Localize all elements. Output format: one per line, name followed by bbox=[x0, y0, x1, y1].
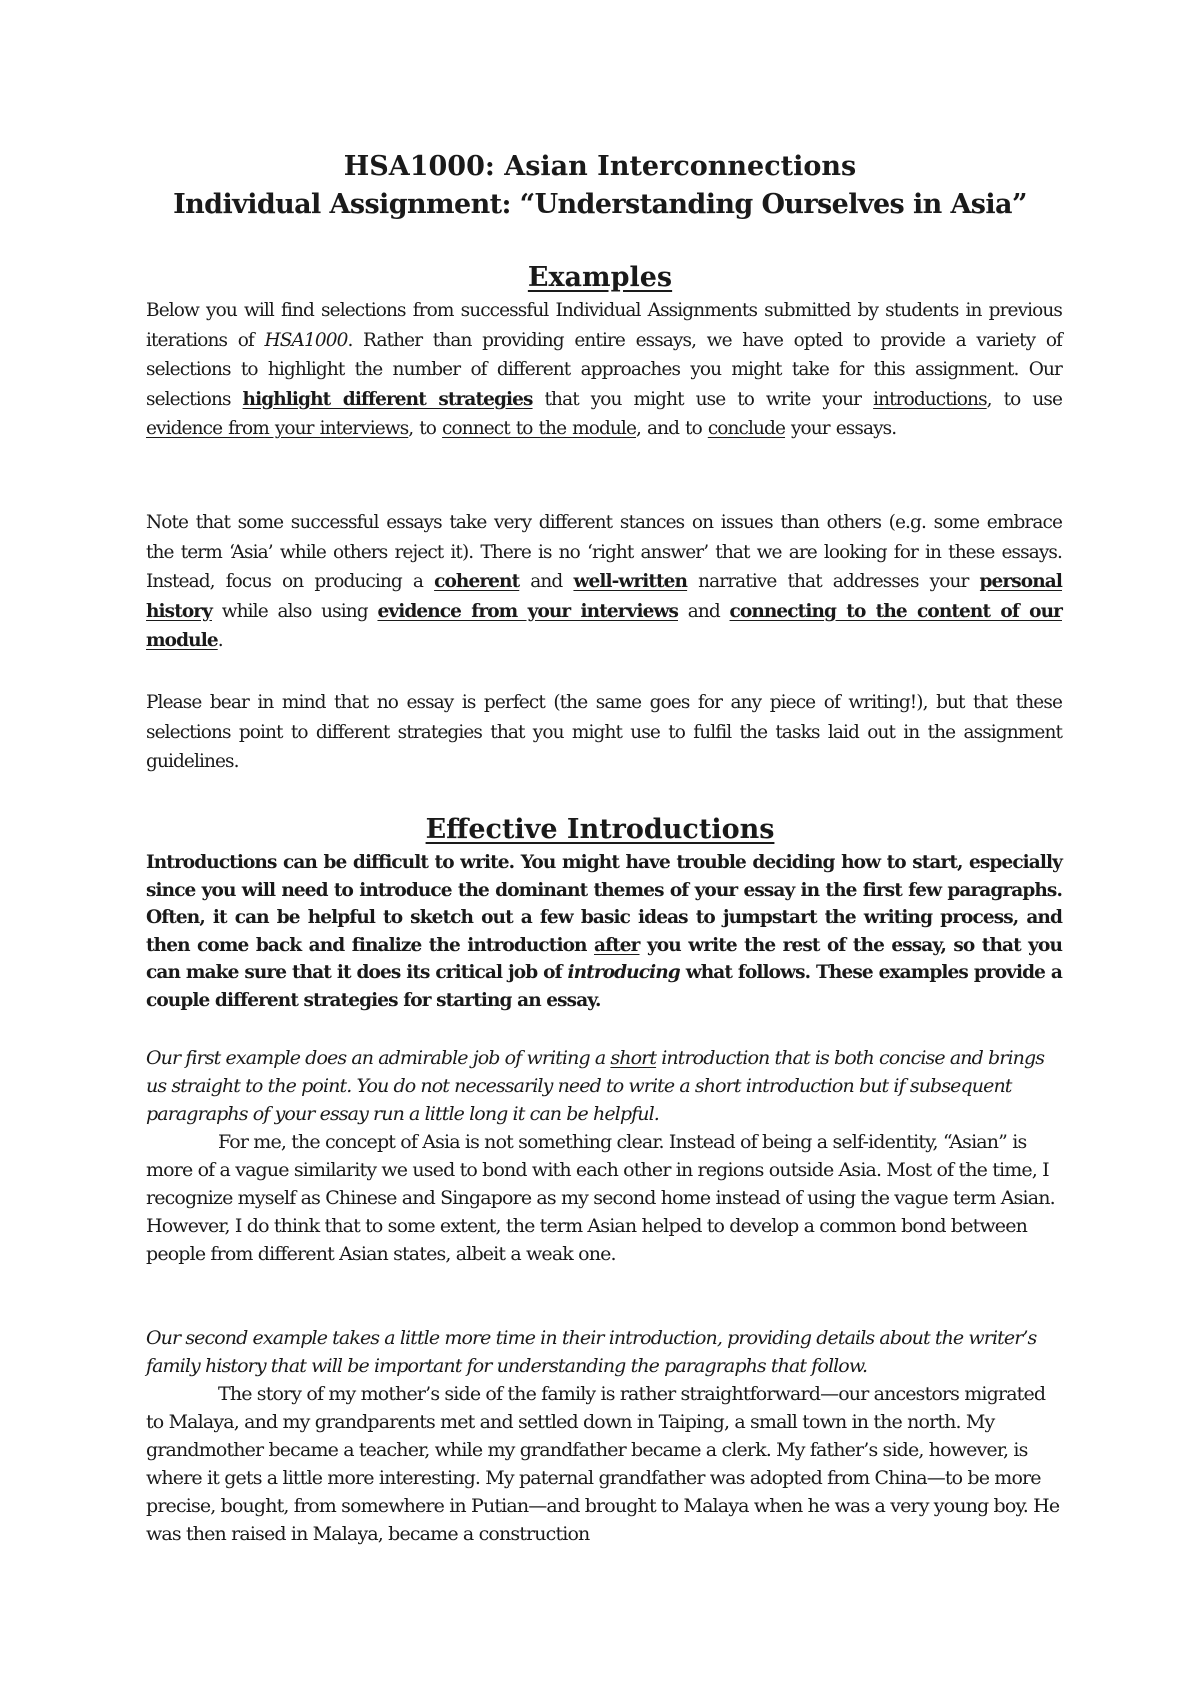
assignment-title: Individual Assignment: “Understanding Ourselves in Asia” bbox=[173, 189, 1027, 220]
emphasis-connect: connect to the module bbox=[442, 418, 637, 439]
emphasis-well-written: well-written bbox=[573, 571, 688, 592]
course-code: HSA1000 bbox=[264, 329, 348, 351]
examples-paragraph-1: Below you will find selections from successful Individual Assignments submitted by students in previous iterations of HSA1000. Rather than providing entire essays, we have opted to provide a variety of selections to highlight the number of different approaches you might take for this assignment. Our selections highlight different strategies that you might use to write your introductions, to use evidence from your interviews, to connect to the module, and to conclude your essays. bbox=[146, 300, 1063, 439]
examples-heading: Examples bbox=[527, 262, 673, 293]
emphasis-after: after bbox=[594, 934, 640, 956]
emphasis-short: short bbox=[610, 1047, 657, 1069]
emphasis-evidence-interviews: evidence from your interviews bbox=[377, 600, 678, 622]
examples-paragraph-3: Please bear in mind that no essay is perfect (the same goes for any piece of writing!), but that these selections point to different strategies that you might use to fulfil the tasks laid out in the assignment guidelines. bbox=[146, 692, 1062, 772]
emphasis-introductions: introductions bbox=[873, 388, 987, 410]
introductions-heading: Effective Introductions bbox=[425, 814, 775, 845]
example-2-lead: Our second example takes a little more time in their introduction, providing details about the writer’s family history that will be important for understanding the paragraphs that follow. bbox=[146, 1327, 1037, 1377]
examples-note bbox=[146, 508, 1062, 656]
document-title bbox=[0, 148, 1200, 224]
course-title: HSA1000: Asian Interconnections bbox=[343, 151, 857, 182]
emphasis-conclude: conclude bbox=[707, 418, 786, 439]
emphasis-connecting-content: connecting to the content of our module bbox=[146, 600, 1062, 651]
introductions-overview: Introductions can be difficult to write. You might have trouble deciding how to start, especially since you will need to introduce the dominant themes of your essay in the first few paragraphs. Often, it can be helpful to sketch out a few basic ideas to jumpstart the writing process, and then come back and finalize the introduction after you write the rest of the essay, so that you can make sure that it does its critical job of introducing what follows. These examples provide a couple different strategies for starting an essay. bbox=[146, 852, 1062, 1011]
introductions-section bbox=[146, 849, 1062, 1014]
examples-caveat bbox=[146, 688, 1062, 777]
emphasis-evidence: evidence from your interviews bbox=[146, 418, 409, 439]
emphasis-coherent: coherent bbox=[434, 571, 520, 592]
examples-paragraph-2: Note that some successful essays take very different stances on issues than others (e.g. some embrace the term ‘Asia’ while others reject it). There is no ‘right answer’ that we are looking for in these essays. Instead, focus on producing a coherent and well-written narrative that addresses your personal history while also using evidence from your interviews and connecting to the content of our module. bbox=[146, 512, 1062, 651]
emphasis-introducing: introducing bbox=[567, 962, 680, 983]
example-1-lead: Our first example does an admirable job of writing a short introduction that is both concise and brings us straight to the point. You do not necessarily need to write a short introduction but if subsequent paragraphs of your essay run a little long it can be helpful. bbox=[146, 1047, 1045, 1125]
example-1-excerpt: For me, the concept of Asia is not something clear. Instead of being a self-identity, “Asian” is more of a vague similarity we used to bond with each other in regions outside Asia. Most of the time, I recognize myself as Chinese and Singapore as my second home instead of using the vague term Asian. However, I do think that to some extent, the term Asian helped to develop a common bond between people from different Asian states, albeit a weak one. bbox=[146, 1131, 1055, 1265]
emphasis-personal-history: personal history bbox=[146, 571, 1062, 622]
example-2 bbox=[146, 1324, 1062, 1548]
example-2-excerpt: The story of my mother’s side of the family is rather straightforward—our ancestors migrated to Malaya, and my grandparents met and settled down in Taiping, a small town in the north. My grandmother became a teacher, while my grandfather became a clerk. My father’s side, however, is where it gets a little more interesting. My paternal grandfather was adopted from China—to be more precise, bought, from somewhere in Putian—and brought to Malaya when he was a very young boy. He was then raised in Malaya, became a construction bbox=[146, 1383, 1060, 1545]
example-1 bbox=[146, 1044, 1062, 1268]
emphasis-strategies: highlight different strategies bbox=[242, 388, 533, 410]
examples-section bbox=[146, 296, 1062, 444]
